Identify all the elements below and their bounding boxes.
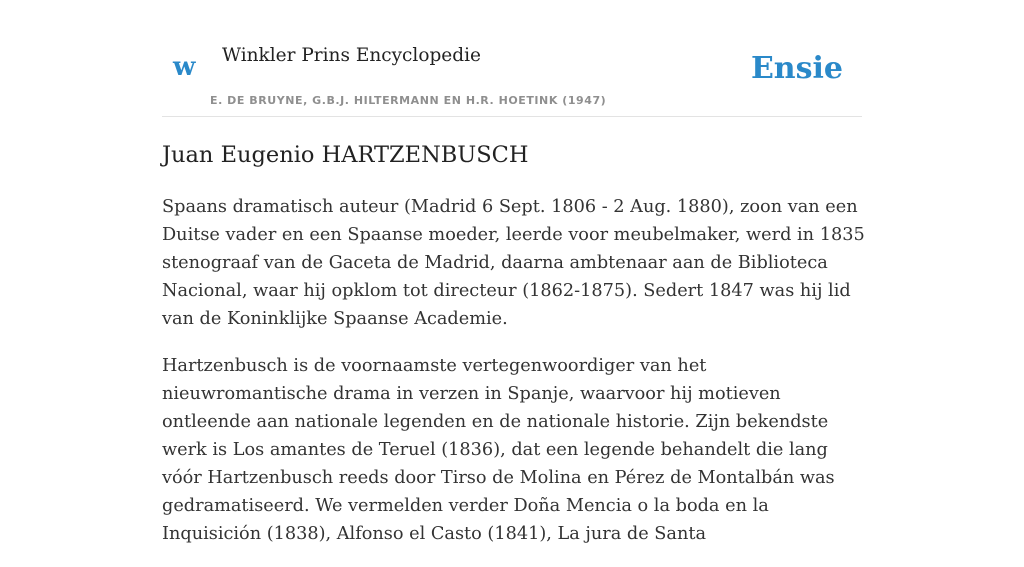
source-logo[interactable]: w (173, 52, 196, 82)
ensie-logo[interactable]: Ensie (750, 51, 843, 86)
site-header (162, 0, 862, 117)
article (162, 140, 872, 567)
source-title[interactable]: Winkler Prins Encyclopedie (222, 45, 481, 66)
article-paragraph: Spaans dramatisch auteur (Madrid 6 Sept. 1806 - 2 Aug. 1880), zoon van een Duitse vader en een Spaanse moeder, leerde voor meubelmaker, werd in 1835 stenograaf van de Gaceta de Madrid, daarna ambtenaar aan de Biblioteca Nacional, waar hij opklom tot directeur (1862-1875). Sedert 1847 was hij lid van de Koninklijke Spaanse Academie. (162, 197, 865, 329)
article-paragraph: Hartzenbusch is de voornaamste vertegenwoordiger van het nieuwromantische drama in verzen in Spanje, waarvoor hij motieven ontleende aan nationale legenden en de nationale historie. Zijn bekendste werk is Los amantes de Teruel (1836), dat een legende behandelt die lang vóór Hartzenbusch reeds door Tirso de Molina en Pérez de Montalbán was gedramatiseerd. We vermelden verder Doña Mencia o la boda en la Inquisición (1838), Alfonso el Casto (1841), La jura de Santa (162, 356, 835, 544)
source-authors: E. DE BRUYNE, G.B.J. HILTERMANN EN H.R. HOETINK (1947) (210, 94, 607, 107)
article-title: Juan Eugenio HARTZENBUSCH (162, 142, 529, 168)
